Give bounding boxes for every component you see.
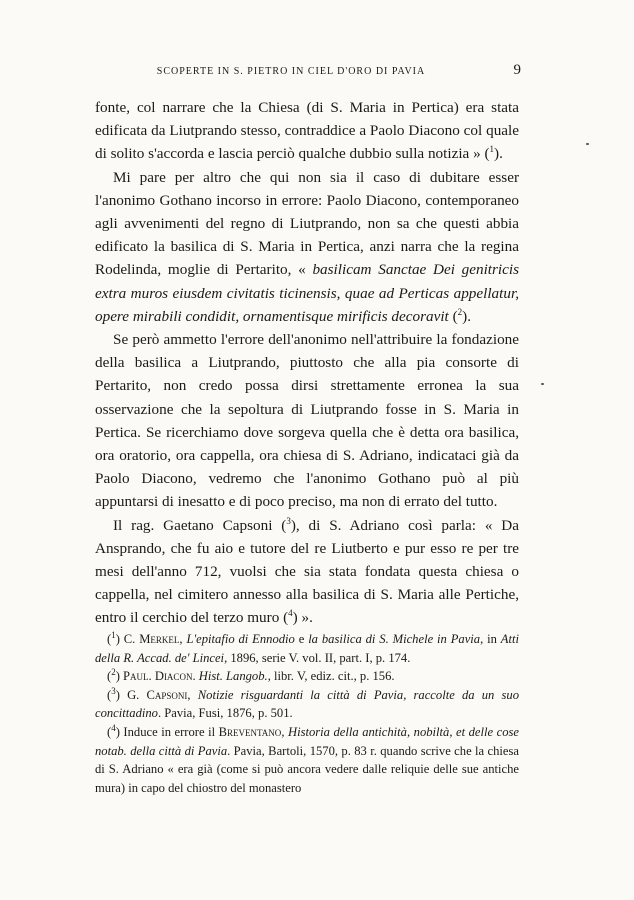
footnote-ref: 2 <box>457 306 463 317</box>
running-title: SCOPERTE IN S. PIETRO IN CIEL D'ORO DI PAVIA <box>156 66 426 77</box>
text-run: , libr. V, ediz. cit., p. 156. <box>267 669 395 684</box>
text-run: la basilica di S. Michele in Pavia <box>308 632 481 646</box>
text-run: ) ». <box>292 609 313 627</box>
paragraph <box>95 166 519 328</box>
footnote-1 <box>95 630 519 667</box>
text-run: ) C. <box>115 632 140 646</box>
text-run: Historia della antichità, nobiltà, et delle cose notab. della città di Pavia <box>95 724 519 758</box>
text-run: e <box>294 632 309 646</box>
footnote-ref: 1 <box>489 144 495 155</box>
text-run: ) <box>115 669 124 684</box>
text-run: Mi pare per altro che qui non sia il caso di dubitare esser l'anonimo Gothano incorso in errore: Paolo Diacono, contemporaneo agli avvenimenti del regno di Liutprando, non sa che questi abbia edificato la basilica di S. Maria in Pertica, anzi narra che la regina Rodelinda, moglie di Pertarito, « <box>95 168 519 279</box>
text-run: Breventano <box>218 724 282 739</box>
text-run: L'epitafio di Ennodio <box>186 632 295 646</box>
text-run: , <box>179 632 187 646</box>
text-run: ( <box>448 307 458 325</box>
footnotes <box>95 630 519 797</box>
text-run: , <box>187 687 198 702</box>
text-run: Atti della R. Accad. de' Lincei <box>95 632 519 665</box>
text-run: Merkel <box>139 632 180 646</box>
text-run: ), di S. Adriano così parla: « Da Ansprando, che fu aio e tutore del re Liutberto e pur esso re per tre mesi dell'anno 712, vuolsi che sia stata fondata questa chiesa o cappella, nel cimitero annesso alla basilica di S. Maria alle Pertiche, entro il cerchio del terzo muro ( <box>95 516 519 627</box>
footnote-2 <box>95 667 519 686</box>
footnote-ref: 2 <box>111 667 116 677</box>
text-run: ( <box>107 632 112 646</box>
scan-speck <box>541 383 544 385</box>
footnote-4 <box>95 723 519 797</box>
text-run: Hist. Langob. <box>198 669 268 684</box>
text-run: ) G. <box>115 687 147 702</box>
text-run: ) Induce in errore il <box>115 724 219 739</box>
text-run: ( <box>107 687 112 702</box>
text-run: fonte, col narrare che la Chiesa (di S. Maria in Pertica) era stata edificata da Liutprando stesso, contraddice a Paolo Diacono col quale di solito s'accorda e lascia perciò qualche dubbio sulla notizia » ( <box>95 99 519 163</box>
footnote-ref: 4 <box>288 608 293 619</box>
main-text <box>95 96 519 630</box>
paragraph <box>95 514 519 630</box>
footnote-ref: 4 <box>111 722 116 733</box>
text-run: ( <box>107 669 112 684</box>
text-run: basilicam Sanctae Dei genitricis extra muros eiusdem civitatis ticinensis, quae ad Perticas appellatur, opere mirabili condidit, ornamentisque mirificis decoravit <box>95 261 520 325</box>
page-header <box>95 62 527 82</box>
page-number: 9 <box>513 62 521 78</box>
text-run: Capsoni <box>146 687 188 702</box>
footnote-ref: 1 <box>111 629 116 640</box>
text-run: Paul. Diacon. <box>123 669 196 684</box>
text-run: Il rag. Gaetano Capsoni ( <box>113 516 287 534</box>
paragraph-continuation <box>95 96 519 166</box>
text-run: , 1896, serie V. vol. II, part. I, p. 174. <box>224 650 411 665</box>
text-run: , <box>281 724 288 739</box>
scan-speck <box>586 143 589 145</box>
footnote-ref: 3 <box>286 515 291 526</box>
footnote-ref: 3 <box>111 685 116 696</box>
text-run: Se però ammetto l'errore dell'anonimo nell'attribuire la fondazione della basilica a Liutprando, piuttosto che alla pia consorte di Pertarito, non credo possa dirsi strettamente erronea la sua osservazione che la sepoltura di Liutprando fosse in S. Maria in Pertica. Se ricerchiamo dove sorgeva quella che è detta ora basilica, ora oratorio, ora cappella, ora chiesa di S. Adriano, indicataci già da Paolo Diacono, vedremo che l'anonimo Gothano può al più appuntarsi di inesatto e di poco preciso, ma non di errato del tutto. <box>95 331 519 511</box>
text-run: . Pavia, Fusi, 1876, p. 501. <box>157 706 293 721</box>
text-run: ( <box>107 724 112 739</box>
text-run: Notizie risguardanti la città di Pavia, raccolte da un suo concittadino <box>95 687 519 721</box>
footnote-3 <box>95 686 519 723</box>
text-run: , in <box>480 632 501 646</box>
text-run: ). <box>494 145 503 163</box>
paragraph <box>95 328 519 514</box>
text-run: . Pavia, Bartoli, 1570, p. 83 r. quando scrive che la chiesa di S. Adriano « era già (come si può ancora vedere dalle reliquie delle sue antiche mura) in capo del chiostro del monastero <box>95 743 519 795</box>
text-run: ). <box>462 307 471 325</box>
